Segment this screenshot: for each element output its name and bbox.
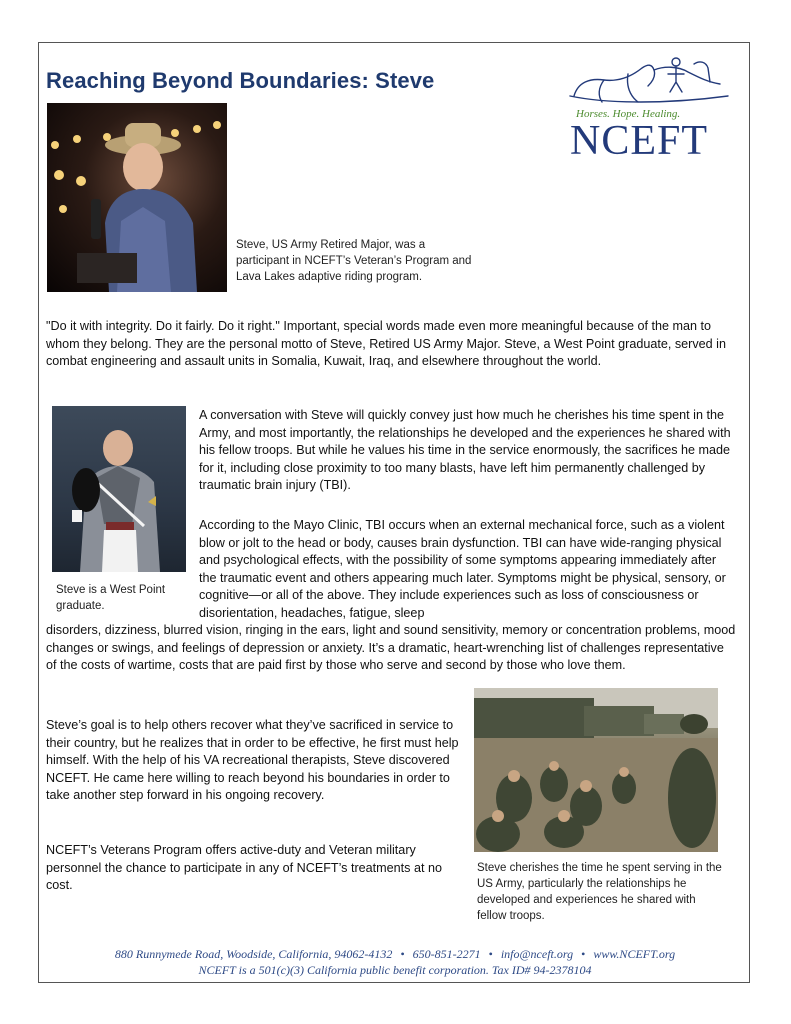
cadet-photo-caption: Steve is a West Point graduate. — [56, 584, 166, 612]
nceft-logo — [568, 52, 730, 164]
page-title: Reaching Beyond Boundaries: Steve — [46, 68, 435, 93]
logo-name: NCEFT — [570, 118, 709, 164]
footer-separator: • — [581, 947, 586, 961]
conversation-paragraph: A conversation with Steve will quickly convey just how much he cherishes his time spent in the Army, and most importantly, the relationships he developed and the experiences he shared with his fellow troops. But while he values his time in the service enormously, the sacrifices he made for it, including close proximity to too many blasts, have left him permanently challenged by traumatic brain injury (TBI). — [199, 408, 731, 493]
footer-separator: • — [400, 947, 405, 961]
performer-photo-caption: Steve, US Army Retired Major, was a participant in NCEFT’s Veteran’s Program and Lava Lakes adaptive riding program. — [236, 239, 472, 283]
footer-email[interactable]: info@nceft.org — [500, 947, 574, 961]
footer-website[interactable]: www.NCEFT.org — [593, 947, 676, 961]
footer-phone[interactable]: 650-851-2271 — [412, 947, 481, 961]
footer-contact — [40, 947, 750, 962]
performer-photo — [47, 103, 227, 292]
tbi-paragraph-part1: According to the Mayo Clinic, TBI occurs when an external mechanical force, such as a violent blow or jolt to the head or body, causes brain dysfunction. TBI can have wide-ranging physical and psychological effects, with the possibility of some symptoms appearing immediately after the traumatic event and others appearing much later. Symptoms might be physical, sensory, or cognitive—or all of the above. They include experiences such as loss of consciousness or disorientation, headaches, fatigue, sleep — [199, 518, 726, 620]
footer-legal: NCEFT is a 501(c)(3) California public benefit corporation. Tax ID# 94-2378104 — [198, 963, 592, 977]
footer-separator: • — [488, 947, 493, 961]
footer-address: 880 Runnymede Road, Woodside, California, 94062-4132 — [114, 947, 393, 961]
logo-tagline: Horses. Hope. Healing. — [576, 108, 681, 120]
tbi-paragraph-part2: disorders, dizziness, blurred vision, ringing in the ears, light and sound sensitivity, memory or concentration problems, mood changes or swings, and feelings of depression or anxiety. It’s a dramatic, heart-wrenching list of challenges representative of the costs of wartime, costs that are paid first by those who serve and second by those who love them. — [46, 623, 736, 673]
intro-paragraph: "Do it with integrity. Do it fairly. Do it right." Important, special words made even more meaningful because of the man to whom they belong. They are the personal motto of Steve, Retired US Army Major. Steve, a West Point graduate, served in combat engineering and assault units in Somalia, Kuwait, Iraq, and elsewhere throughout the world. — [46, 319, 726, 369]
program-paragraph: NCEFT’s Veterans Program offers active-duty and Veteran military personnel the chance to participate in any of NCEFT’s treatments at no cost. — [46, 843, 442, 893]
cadet-portrait-photo — [52, 406, 186, 572]
troops-photo-caption: Steve cherishes the time he spent serving in the US Army, particularly the relationships he developed and experiences he shared with fellow troops. — [477, 862, 722, 922]
troops-field-photo — [474, 688, 718, 852]
goal-paragraph: Steve’s goal is to help others recover what they’ve sacrificed in service to their country, but he realizes that in order to be effective, he first must help himself. With the help of his VA recreational therapists, Steve discovered NCEFT. He came here willing to reach beyond his boundaries in order to take another step forward in his ongoing recovery. — [46, 718, 459, 803]
